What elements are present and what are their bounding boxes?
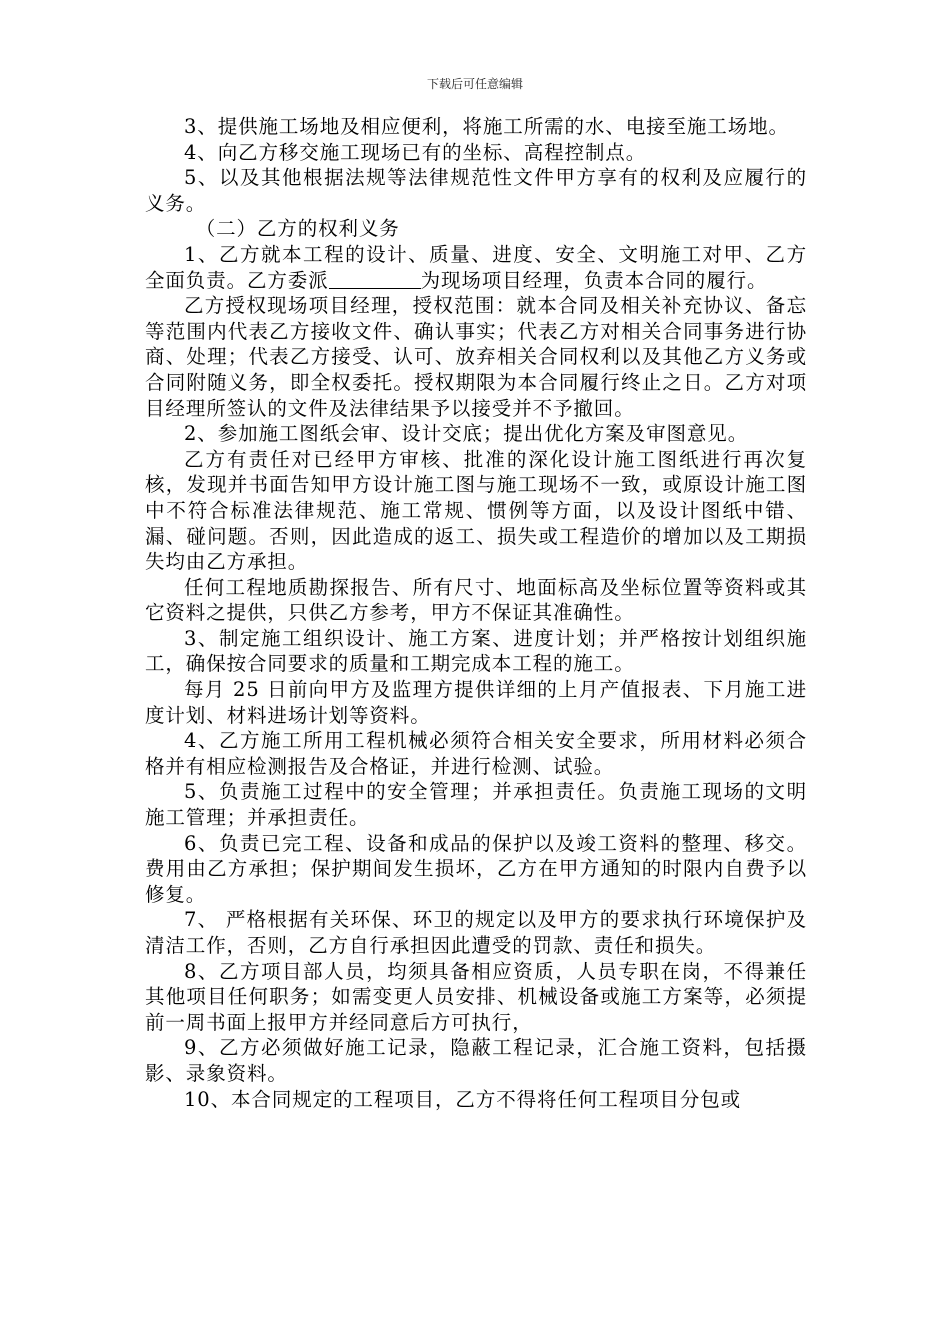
paragraph-2: 4、向乙方移交施工现场已有的坐标、高程控制点。 <box>184 140 647 164</box>
paragraph-7: 2、参加施工图纸会审、设计交底；提出优化方案及审图意见。 <box>184 422 749 446</box>
section-heading: （二）乙方的权利义务 <box>195 217 400 241</box>
paragraph-8: 乙方有责任对已经甲方审核、批准的深化设计施工图纸进行再次复核，发现并书面告知甲方设计施工图与施工现场不一致，或原设计施工图中不符合标准法律规范、施工常规、惯例等方面，以及设计图纸中错、漏、碰问题。否则，因此造成的返工、损失或工程造价的增加以及工期损失均由乙方承担。 <box>145 447 807 574</box>
paragraph-9: 任何工程地质勘探报告、所有尺寸、地面标高及坐标位置等资料或其它资料之提供，只供乙方参考，甲方不保证其准确性。 <box>145 575 807 625</box>
paragraph-15: 7、 严格根据有关环保、环卫的规定以及甲方的要求执行环境保护及清洁工作，否则，乙方自行承担因此遭受的罚款、责任和损失。 <box>145 908 807 957</box>
paragraph-12: 4、乙方施工所用工程机械必须符合相关安全要求，所用材料必须合格并有相应检测报告及合格证，并进行检测、试验。 <box>145 729 807 778</box>
document-body <box>145 114 807 1112</box>
paragraph-10: 3、制定施工组织设计、施工方案、进度计划；并严格按计划组织施工，确保按合同要求的质量和工期完成本工程的施工。 <box>145 626 807 676</box>
paragraph-5-text-b: 为现场项目经理，负责本合同的履行。 <box>420 268 768 292</box>
paragraph-13: 5、负责施工过程中的安全管理；并承担责任。负责施工现场的文明施工管理；并承担责任。 <box>145 780 807 830</box>
paragraph-1: 3、提供施工场地及相应便利，将施工所需的水、电接至施工场地。 <box>184 115 789 138</box>
paragraph-16: 8、乙方项目部人员，均须具备相应资质，人员专职在岗，不得兼任其他项目任何职务；如需变更人员安排、机械设备或施工方案等，必须提前一周书面上报甲方并经同意后方可执行， <box>145 959 807 1034</box>
paragraph-11: 每月 25 日前向甲方及监理方提供详细的上月产值报表、下月施工进度计划、材料进场计划等资料。 <box>145 678 807 727</box>
paragraph-5-text-a: 1、乙方就本工程的设计、质量、进度、安全、文明施工对甲、乙方全面负责。乙方委派 <box>145 242 807 292</box>
paragraph-6: 乙方授权现场项目经理，授权范围：就本合同及相关补充协议、备忘等范围内代表乙方接收文件、确认事实；代表乙方对相关合同事务进行协商、处理；代表乙方接受、认可、放弃相关合同权利以及其他乙方义务或合同附随义务，即全权委托。授权期限为本合同履行终止之日。乙方对项目经理所签认的文件及法律结果予以接受并不予撤回。 <box>145 294 807 420</box>
paragraph-17: 9、乙方必须做好施工记录，隐蔽工程记录，汇合施工资料，包括摄影、录象资料。 <box>145 1036 807 1085</box>
page-header: 下载后可任意编辑 <box>426 77 523 91</box>
project-manager-blank <box>329 268 421 289</box>
paragraph-14: 6、负责已完工程、设备和成品的保护以及竣工资料的整理、移交。费用由乙方承担；保护期间发生损坏，乙方在甲方通知的时限内自费予以修复。 <box>145 831 807 906</box>
paragraph-5 <box>145 242 807 293</box>
paragraph-18: 10、本合同规定的工程项目，乙方不得将任何工程项目分包或 <box>184 1087 742 1111</box>
paragraph-3: 5、以及其他根据法规等法律规范性文件甲方享有的权利及应履行的义务。 <box>145 166 807 215</box>
